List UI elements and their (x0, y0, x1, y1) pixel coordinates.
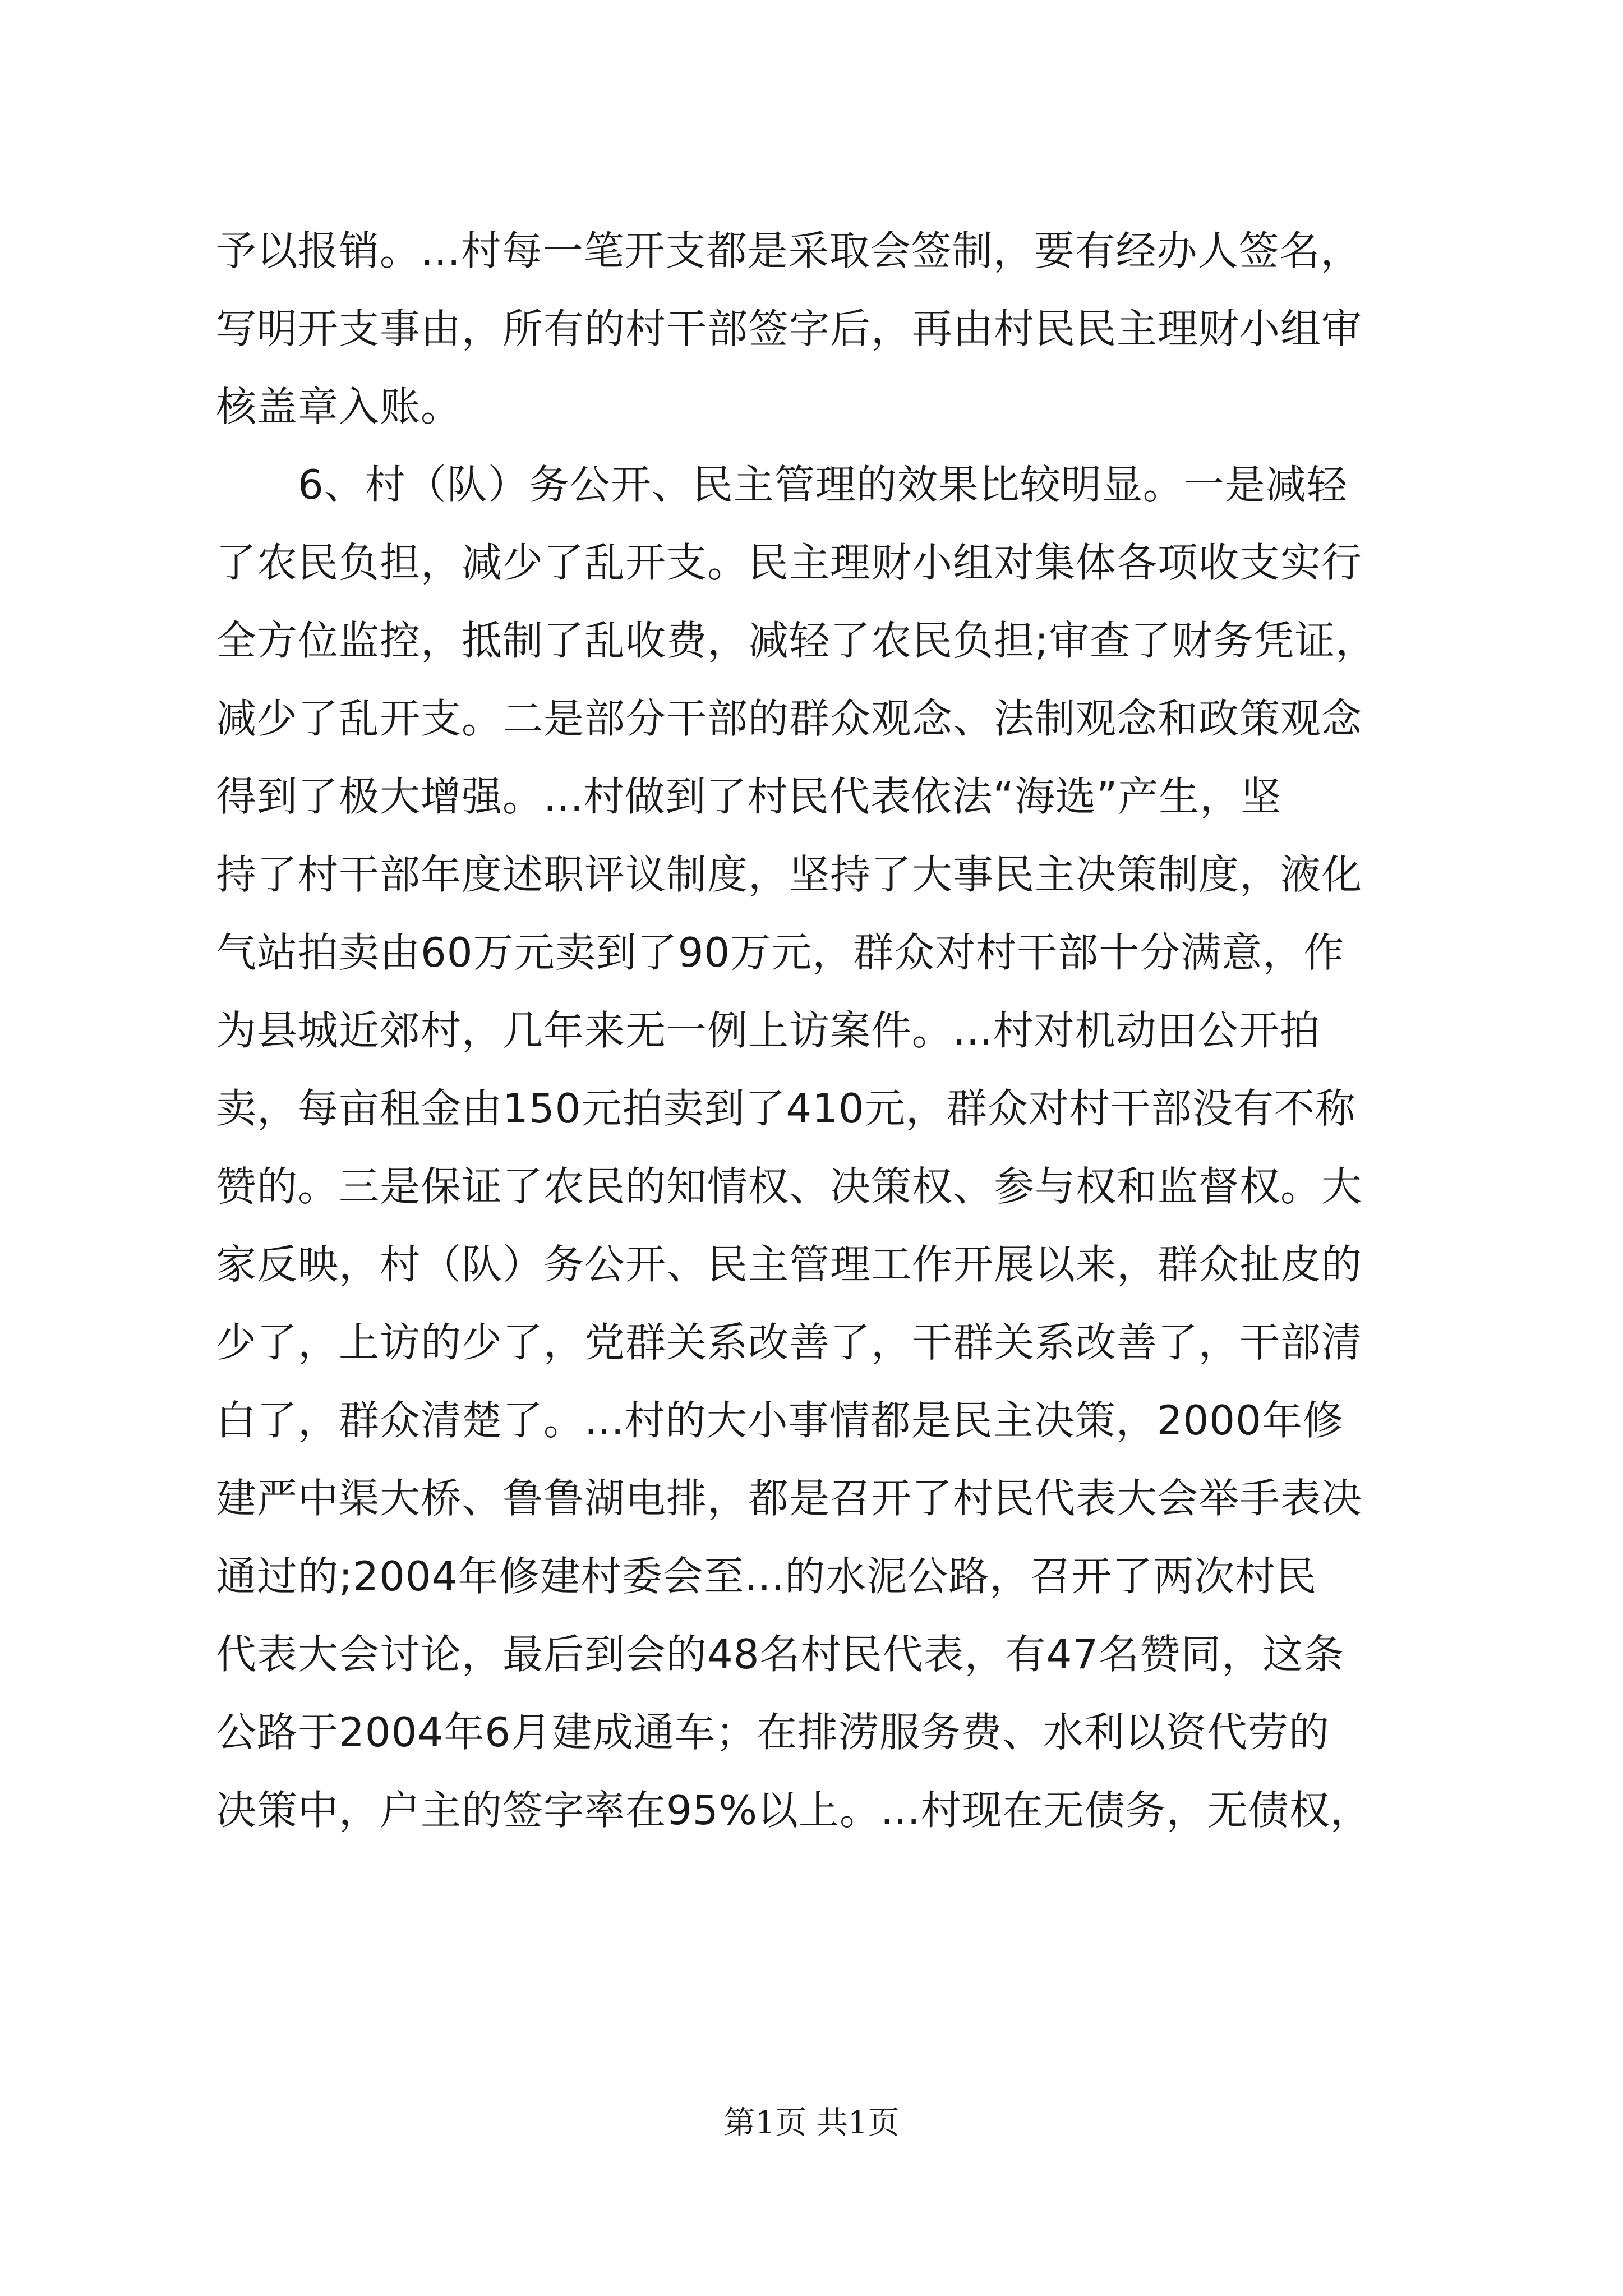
text-line: 家反映，村（队）务公开、民主管理工作开展以来，群众扯皮的 (216, 1241, 1363, 1288)
text-line: 赞的。三是保证了农民的知情权、决策权、参与权和监督权。大 (216, 1163, 1363, 1210)
text-line: 卖，每亩租金由150元拍卖到了410元，群众对村干部没有不称 (216, 1085, 1356, 1132)
text-line: 得到了极大增强。...村做到了村民代表依法“海选”产生，坚 (216, 773, 1282, 820)
document-body (216, 212, 1421, 1849)
text-line: 公路于2004年6月建成通车；在排涝服务费、水利以资代劳的 (216, 1709, 1330, 1756)
text-line: 写明开支事由，所有的村干部签字后，再由村民民主理财小组审 (216, 305, 1363, 352)
paragraph-start-line: 6、村（队）务公开、民主管理的效果比较明显。一是减轻 (298, 461, 1348, 508)
text-line: 为县城近郊村，几年来无一例上访案件。...村对机动田公开拍 (216, 1007, 1321, 1054)
text-line: 了农民负担，减少了乱开支。民主理财小组对集体各项收支实行 (216, 539, 1363, 586)
text-line: 气站拍卖由60万元卖到了90万元，群众对村干部十分满意，作 (216, 929, 1345, 976)
text-line: 通过的;2004年修建村委会至...的水泥公路，召开了两次村民 (216, 1553, 1317, 1600)
text-line: 予以报销。...村每一笔开支都是采取会签制，要有经办人签名， (216, 227, 1362, 274)
text-line: 全方位监控，抵制了乱收费，减轻了农民负担;审查了财务凭证， (216, 617, 1377, 664)
text-line: 决策中，户主的签字率在95%以上。...村现在无债务，无债权， (216, 1787, 1371, 1834)
text-line: 代表大会讨论，最后到会的48名村民代表，有47名赞同，这条 (216, 1631, 1345, 1678)
text-line: 持了村干部年度述职评议制度，坚持了大事民主决策制度，液化 (216, 851, 1363, 898)
text-line: 减少了乱开支。二是部分干部的群众观念、法制观念和政策观念 (216, 695, 1363, 742)
text-line: 核盖章入账。 (216, 383, 462, 430)
text-line: 建严中渠大桥、鲁鲁湖电排，都是召开了村民代表大会举手表决 (216, 1475, 1363, 1522)
text-line: 白了，群众清楚了。...村的大小事情都是民主决策，2000年修 (216, 1397, 1344, 1444)
text-line: 少了，上访的少了，党群关系改善了，干群关系改善了，干部清 (216, 1319, 1363, 1366)
page-number: 第1页 共1页 (723, 2105, 900, 2141)
page-footer (0, 2098, 1623, 2143)
